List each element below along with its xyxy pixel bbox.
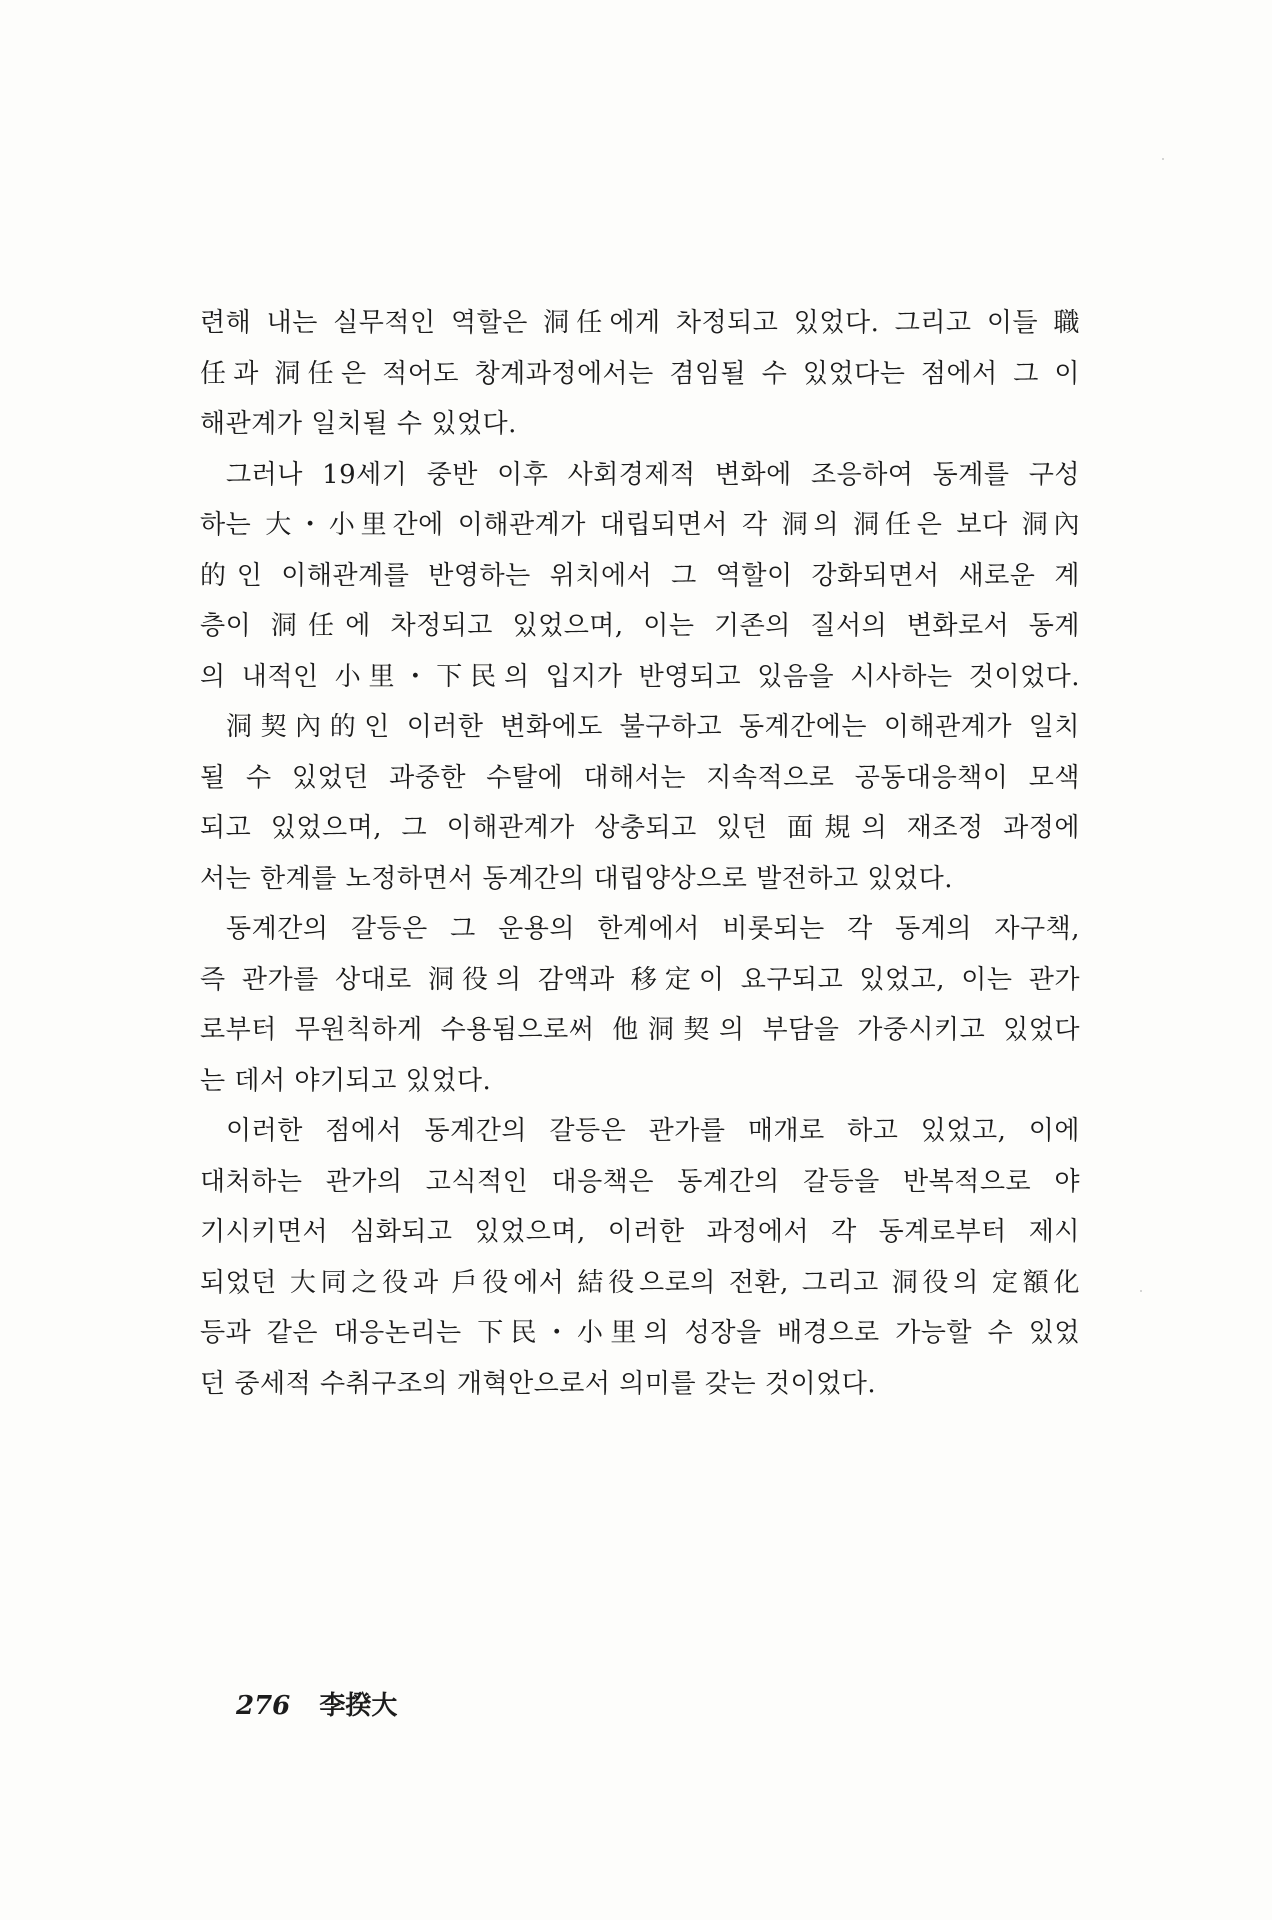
body-line: 는 데서 야기되고 있었다. xyxy=(200,1065,492,1096)
body-text xyxy=(200,298,1080,1409)
body-line: 되고 있었으며, 그 이해관계가 상충되고 있던 面規의 재조정 과정에 xyxy=(200,813,1080,843)
body-line: 해관계가 일치될 수 있었다. xyxy=(200,409,517,439)
author-name: 李揆大 xyxy=(319,1691,398,1721)
body-line: 그러나 19세기 중반 이후 사회경제적 변화에 조응하여 동계를 구성 xyxy=(226,459,1080,490)
body-line: 任과 洞任은 적어도 창계과정에서는 겸임될 수 있었다는 점에서 그 이 xyxy=(200,358,1080,389)
body-line: 洞契內的인 이러한 변화에도 불구하고 동계간에는 이해관계가 일치 xyxy=(226,712,1080,742)
body-line: 의 내적인 小里・下民의 입지가 반영되고 있음을 시사하는 것이었다. xyxy=(200,661,1080,692)
page-footer xyxy=(236,1685,397,1722)
margin-speck xyxy=(1162,158,1164,160)
body-line: 등과 같은 대응논리는 下民・小里의 성장을 배경으로 가능할 수 있었 xyxy=(200,1318,1080,1348)
body-line: 기시키면서 심화되고 있었으며, 이러한 과정에서 각 동계로부터 제시 xyxy=(200,1217,1080,1247)
body-line: 던 중세적 수취구조의 개혁안으로서 의미를 갖는 것이었다. xyxy=(200,1368,877,1399)
body-line: 이러한 점에서 동계간의 갈등은 관가를 매개로 하고 있었고, 이에 xyxy=(226,1116,1080,1146)
body-line: 서는 한계를 노정하면서 동계간의 대립양상으로 발전하고 있었다. xyxy=(200,863,953,894)
body-line: 대처하는 관가의 고식적인 대응책은 동계간의 갈등을 반복적으로 야 xyxy=(200,1166,1080,1197)
body-line: 될 수 있었던 과중한 수탈에 대해서는 지속적으로 공동대응책이 모색 xyxy=(200,762,1080,793)
body-line: 동계간의 갈등은 그 운용의 한계에서 비롯되는 각 동계의 자구책, xyxy=(226,914,1080,944)
body-line: 층이 洞任에 차정되고 있었으며, 이는 기존의 질서의 변화로서 동계 xyxy=(200,611,1080,641)
body-line: 的인 이해관계를 반영하는 위치에서 그 역할이 강화되면서 새로운 계 xyxy=(200,560,1081,591)
body-line: 로부터 무원칙하게 수용됨으로써 他洞契의 부담을 가중시키고 있었다 xyxy=(200,1015,1080,1045)
page-number: 276 xyxy=(236,1691,291,1721)
body-line: 되었던 大同之役과 戶役에서 結役으로의 전환, 그리고 洞役의 定額化 xyxy=(200,1267,1080,1298)
margin-speck xyxy=(1140,1290,1142,1292)
body-line: 즉 관가를 상대로 洞役의 감액과 移定이 요구되고 있었고, 이는 관가 xyxy=(200,964,1080,995)
body-line: 련해 내는 실무적인 역할은 洞任에게 차정되고 있었다. 그리고 이들 職 xyxy=(200,308,1080,338)
body-line: 하는 大・小里간에 이해관계가 대립되면서 각 洞의 洞任은 보다 洞內 xyxy=(200,510,1080,540)
